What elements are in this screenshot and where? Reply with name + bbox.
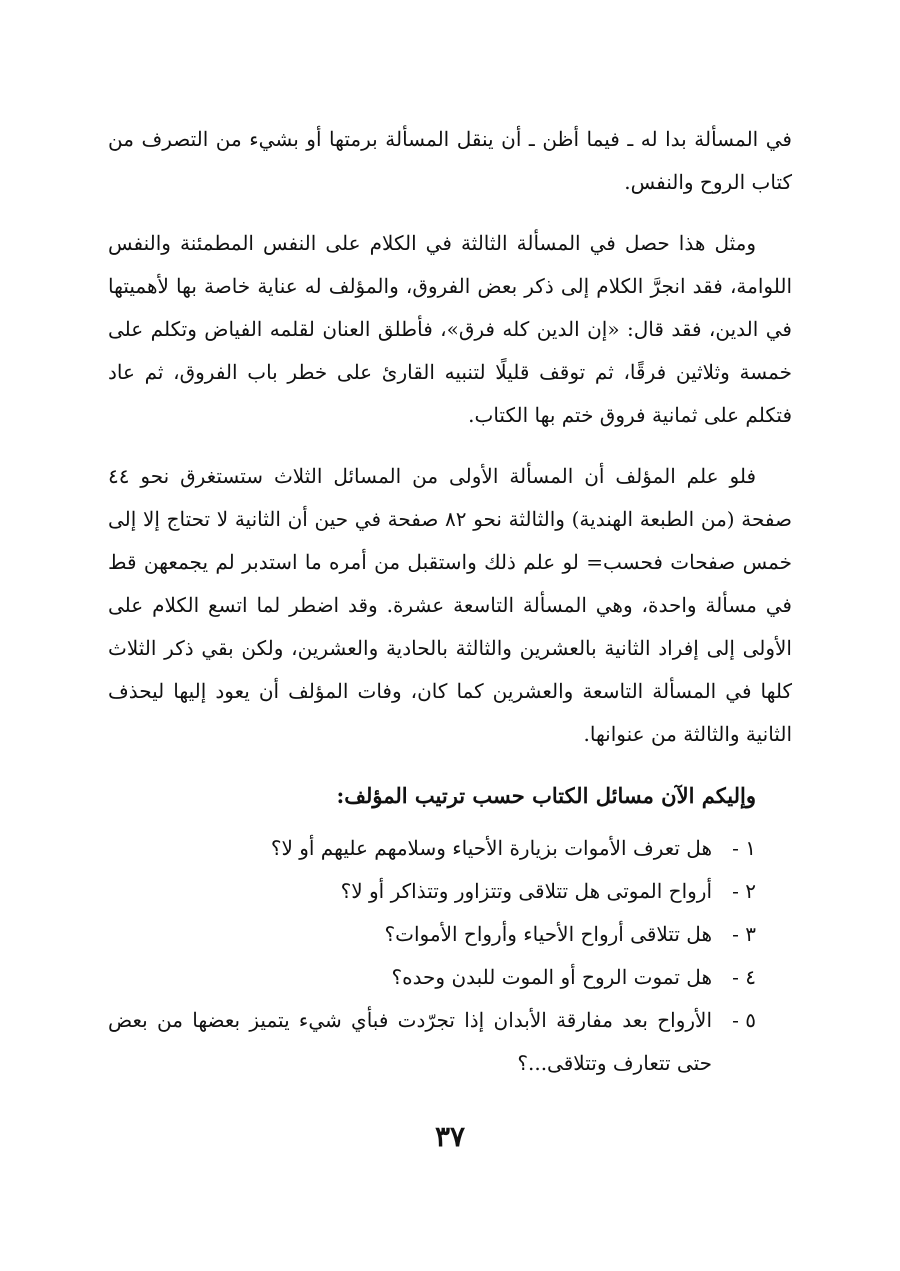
list-item bbox=[108, 999, 792, 1085]
list-item bbox=[108, 956, 792, 999]
list-item-number: ٥ - bbox=[732, 1008, 756, 1032]
list-item-text: هل تتلاقى أرواح الأحياء وأرواح الأموات؟ bbox=[384, 922, 712, 946]
paragraph-2: ومثل هذا حصل في المسألة الثالثة في الكلام على النفس المطمئنة والنفس اللوامة، فقد انجرَّ الكلام إلى ذكر بعض الفروق، والمؤلف له عناية خاصة بها لأهميتها في الدين، فقد قال: «إن الدين كله فرق»، فأطلق العنان لقلمه الفياض وتكلم على خمسة وثلاثين فرقًا، ثم توقف قليلًا لتنبيه القارئ على خطر باب الفروق، ثم عاد فتكلم على ثمانية فروق ختم بها الكتاب. bbox=[108, 231, 792, 427]
paragraph-3: فلو علم المؤلف أن المسألة الأولى من المسائل الثلاث ستستغرق نحو ٤٤ صفحة (من الطبعة الهندية) والثالثة نحو ٨٢ صفحة في حين أن الثانية لا تحتاج إلا إلى خمس صفحات فحسب= لو علم ذلك واستقبل من أمره ما استدبر لم يجمعهن قط في مسألة واحدة، وهي المسألة التاسعة عشرة. وقد اضطر لما اتسع الكلام على الأولى إلى إفراد الثانية بالعشرين والثالثة بالحادية والعشرين، ولكن بقي ذكر الثلاث كلها في المسألة التاسعة والعشرين كما كان، وفات المؤلف أن يعود إليها ليحذف الثانية والثالثة من عنوانها. bbox=[108, 464, 792, 746]
list-item-text: هل تعرف الأموات بزيارة الأحياء وسلامهم عليهم أو لا؟ bbox=[270, 836, 712, 860]
list-item-number: ١ - bbox=[732, 836, 756, 860]
questions-list bbox=[108, 827, 792, 1085]
page-body bbox=[108, 118, 792, 1085]
list-item-number: ٤ - bbox=[732, 965, 756, 989]
list-item-text: أرواح الموتى هل تتلاقى وتتزاور وتتذاكر أو لا؟ bbox=[340, 879, 712, 903]
list-item-text: الأرواح بعد مفارقة الأبدان إذا تجرّدت فبأي شيء يتميز بعضها من بعض حتى تتعارف وتتلاقى...؟ bbox=[108, 1008, 712, 1075]
list-item-number: ٢ - bbox=[732, 879, 756, 903]
list-item-number: ٣ - bbox=[732, 922, 756, 946]
list-heading: وإليكم الآن مسائل الكتاب حسب ترتيب المؤلف: bbox=[336, 783, 756, 808]
paragraph-1: في المسألة بدا له ـ فيما أظن ـ أن ينقل المسألة برمتها أو بشيء من التصرف من كتاب الروح والنفس. bbox=[108, 127, 792, 194]
list-item bbox=[108, 827, 792, 870]
list-item bbox=[108, 913, 792, 956]
page-number: ٣٧ bbox=[434, 1120, 466, 1153]
list-item bbox=[108, 870, 792, 913]
list-item-text: هل تموت الروح أو الموت للبدن وحده؟ bbox=[391, 965, 712, 989]
